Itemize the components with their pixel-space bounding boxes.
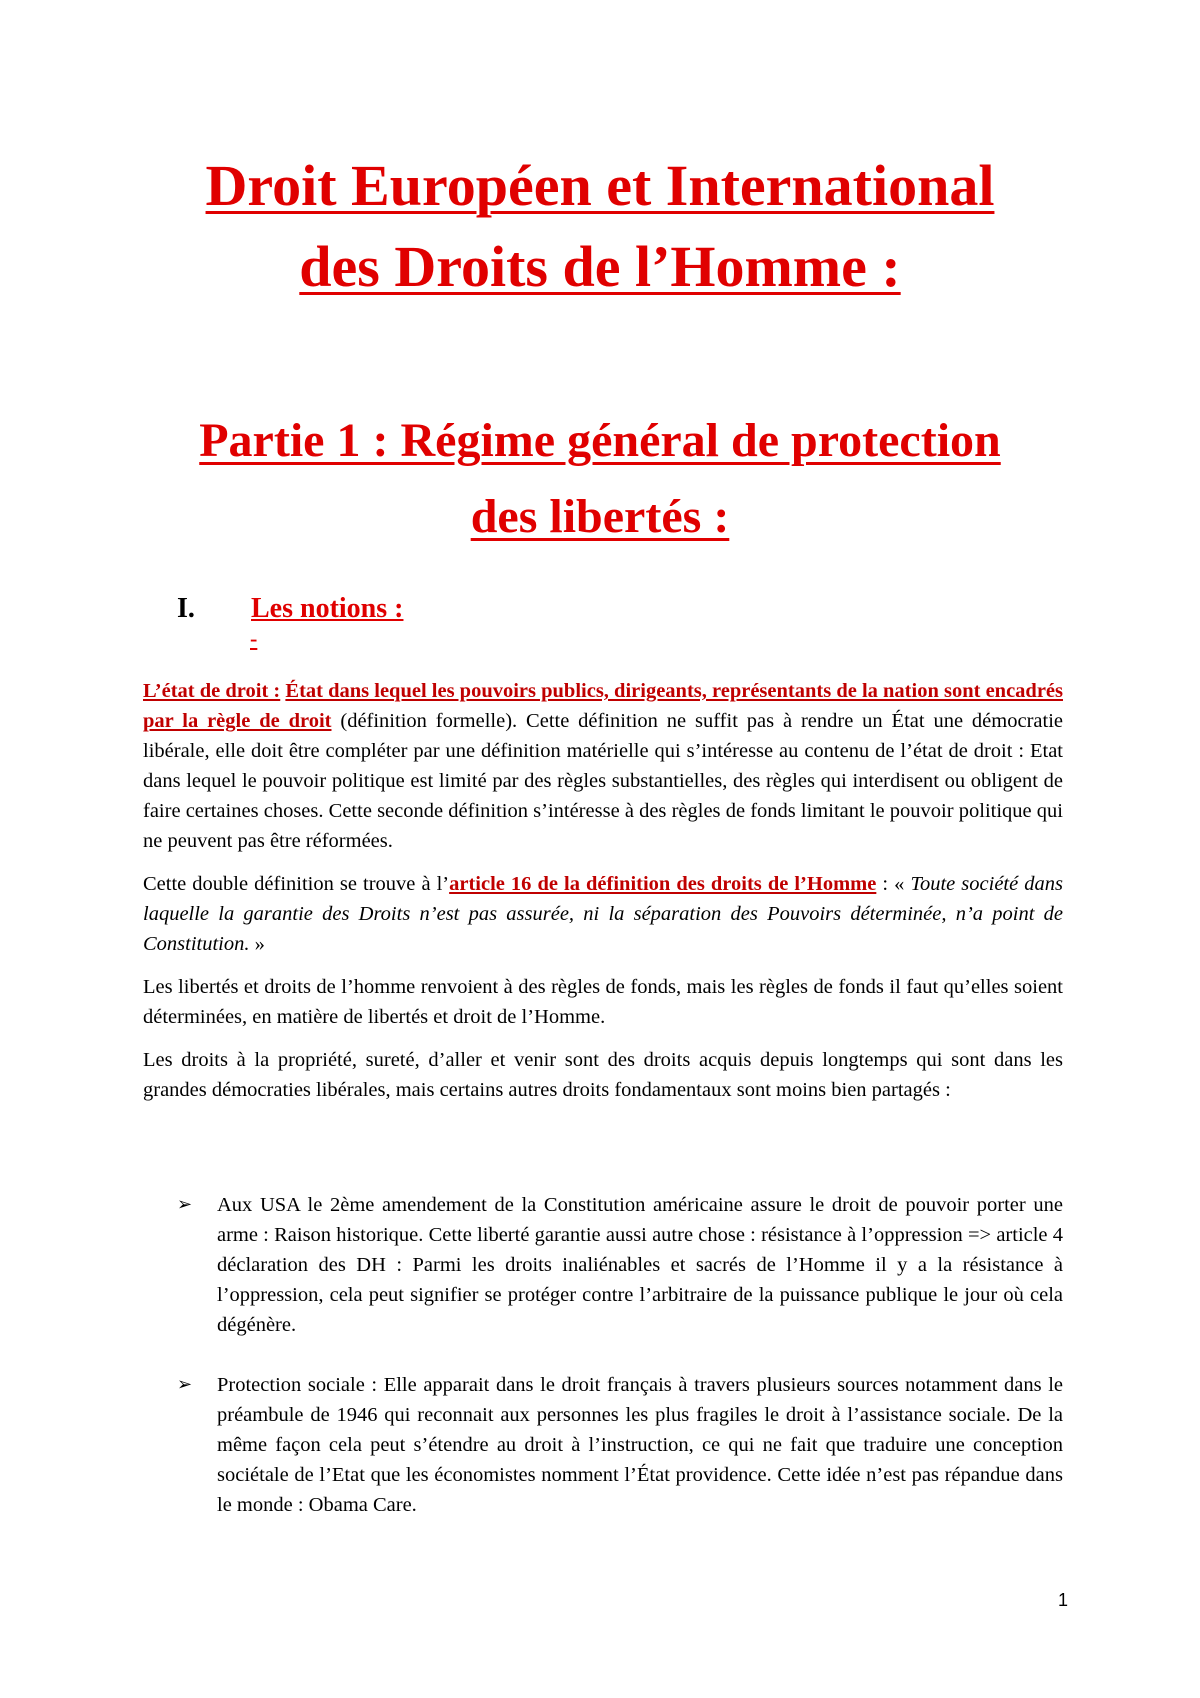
part-heading-line-1: Partie 1 : Régime général de protection [199,414,1001,467]
paragraph-etat-de-droit [143,676,1063,856]
paragraph-droits-acquis: Les droits à la propriété, sureté, d’aller et venir sont des droits acquis depuis longtemps qui sont dans les grandes démocraties libérales, mais certains autres droits fondamentaux sont moins bien partagés : [143,1049,1063,1101]
paragraph-1-text: (définition formelle). Cette définition ne suffit pas à rendre un État une démocratie libérale, elle doit être compléter par une définition matérielle qui s’intéresse au contenu de l’état de droit : Etat dans lequel le pouvoir politique est limité par des règles substantielles, des règles qui interdisent ou obligent de faire certaines choses. Cette seconde définition s’intéresse à des règles de fonds limitant le pouvoir politique qui ne peuvent pas être réformées. [143,710,1063,852]
article-16-quote: Toute société dans laquelle la garantie des Droits n’est pas assurée, ni la séparation des Pouvoirs déterminée, n’a point de Constitution. [143,873,1063,955]
bullet-list [177,1190,1063,1520]
body-paragraphs [143,676,1063,1118]
part-heading [0,403,1200,555]
section-number: I. [177,593,195,624]
bullet-text-usa: Aux USA le 2ème amendement de la Constitution américaine assure le droit de pouvoir porter une arme : Raison historique. Cette liberté garantie aussi autre chose : résistance à l’oppression => article 4 déclaration des DH : Parmi les droits inaliénables et sacrés de l’Homme il y a la résistance à l’oppression, cela peut signifier se protéger contre l’arbitraire de la puissance publique le jour où cela dégénère. [217,1194,1063,1336]
section-heading [177,592,403,626]
quote-open: « [894,873,911,895]
article-16-reference: article 16 de la définition des droits de l’Homme [449,873,877,895]
document-title [0,145,1200,307]
bullet-text-protection-sociale: Protection sociale : Elle apparait dans le droit français à travers plusieurs sources notamment dans le préambule de 1946 qui reconnait aux personnes les plus fragiles le droit à l’assistance sociale. De la même façon cela peut s’étendre au droit à l’instruction, ce qui ne fait que traduire une conception sociétale de l’Etat que les économistes nomment l’État providence. Cette idée n’est pas répandue dans le monde : Obama Care. [217,1374,1063,1516]
paragraph-2-colon: : [876,873,889,895]
quote-close: » [249,933,265,955]
bullet-item-protection-sociale [177,1370,1063,1520]
paragraph-libertes: Les libertés et droits de l’homme renvoient à des règles de fonds, mais les règles de fonds il faut qu’elles soient déterminées, en matière de libertés et droit de l’Homme. [143,976,1063,1028]
paragraph-2-intro: Cette double définition se trouve à l’ [143,873,450,895]
paragraph-article-16 [143,869,1063,959]
definition-etat-de-droit: État dans lequel les pouvoirs publics, dirigeants, représentants de la nation sont encadrés par la règle de droit [143,680,1063,732]
term-etat-de-droit: L’état de droit : [143,680,281,702]
title-line-1: Droit Européen et International [205,153,995,218]
page-number: 1 [1058,1590,1069,1610]
title-line-2: des Droits de l’Homme : [299,234,901,299]
part-heading-line-2: des libertés : [470,490,730,543]
list-dash: - [250,626,258,651]
arrow-bullet-icon: ➢ [177,1194,193,1215]
bullet-item-usa [177,1190,1063,1340]
section-title: Les notions : [251,593,404,624]
arrow-bullet-icon: ➢ [177,1374,193,1395]
